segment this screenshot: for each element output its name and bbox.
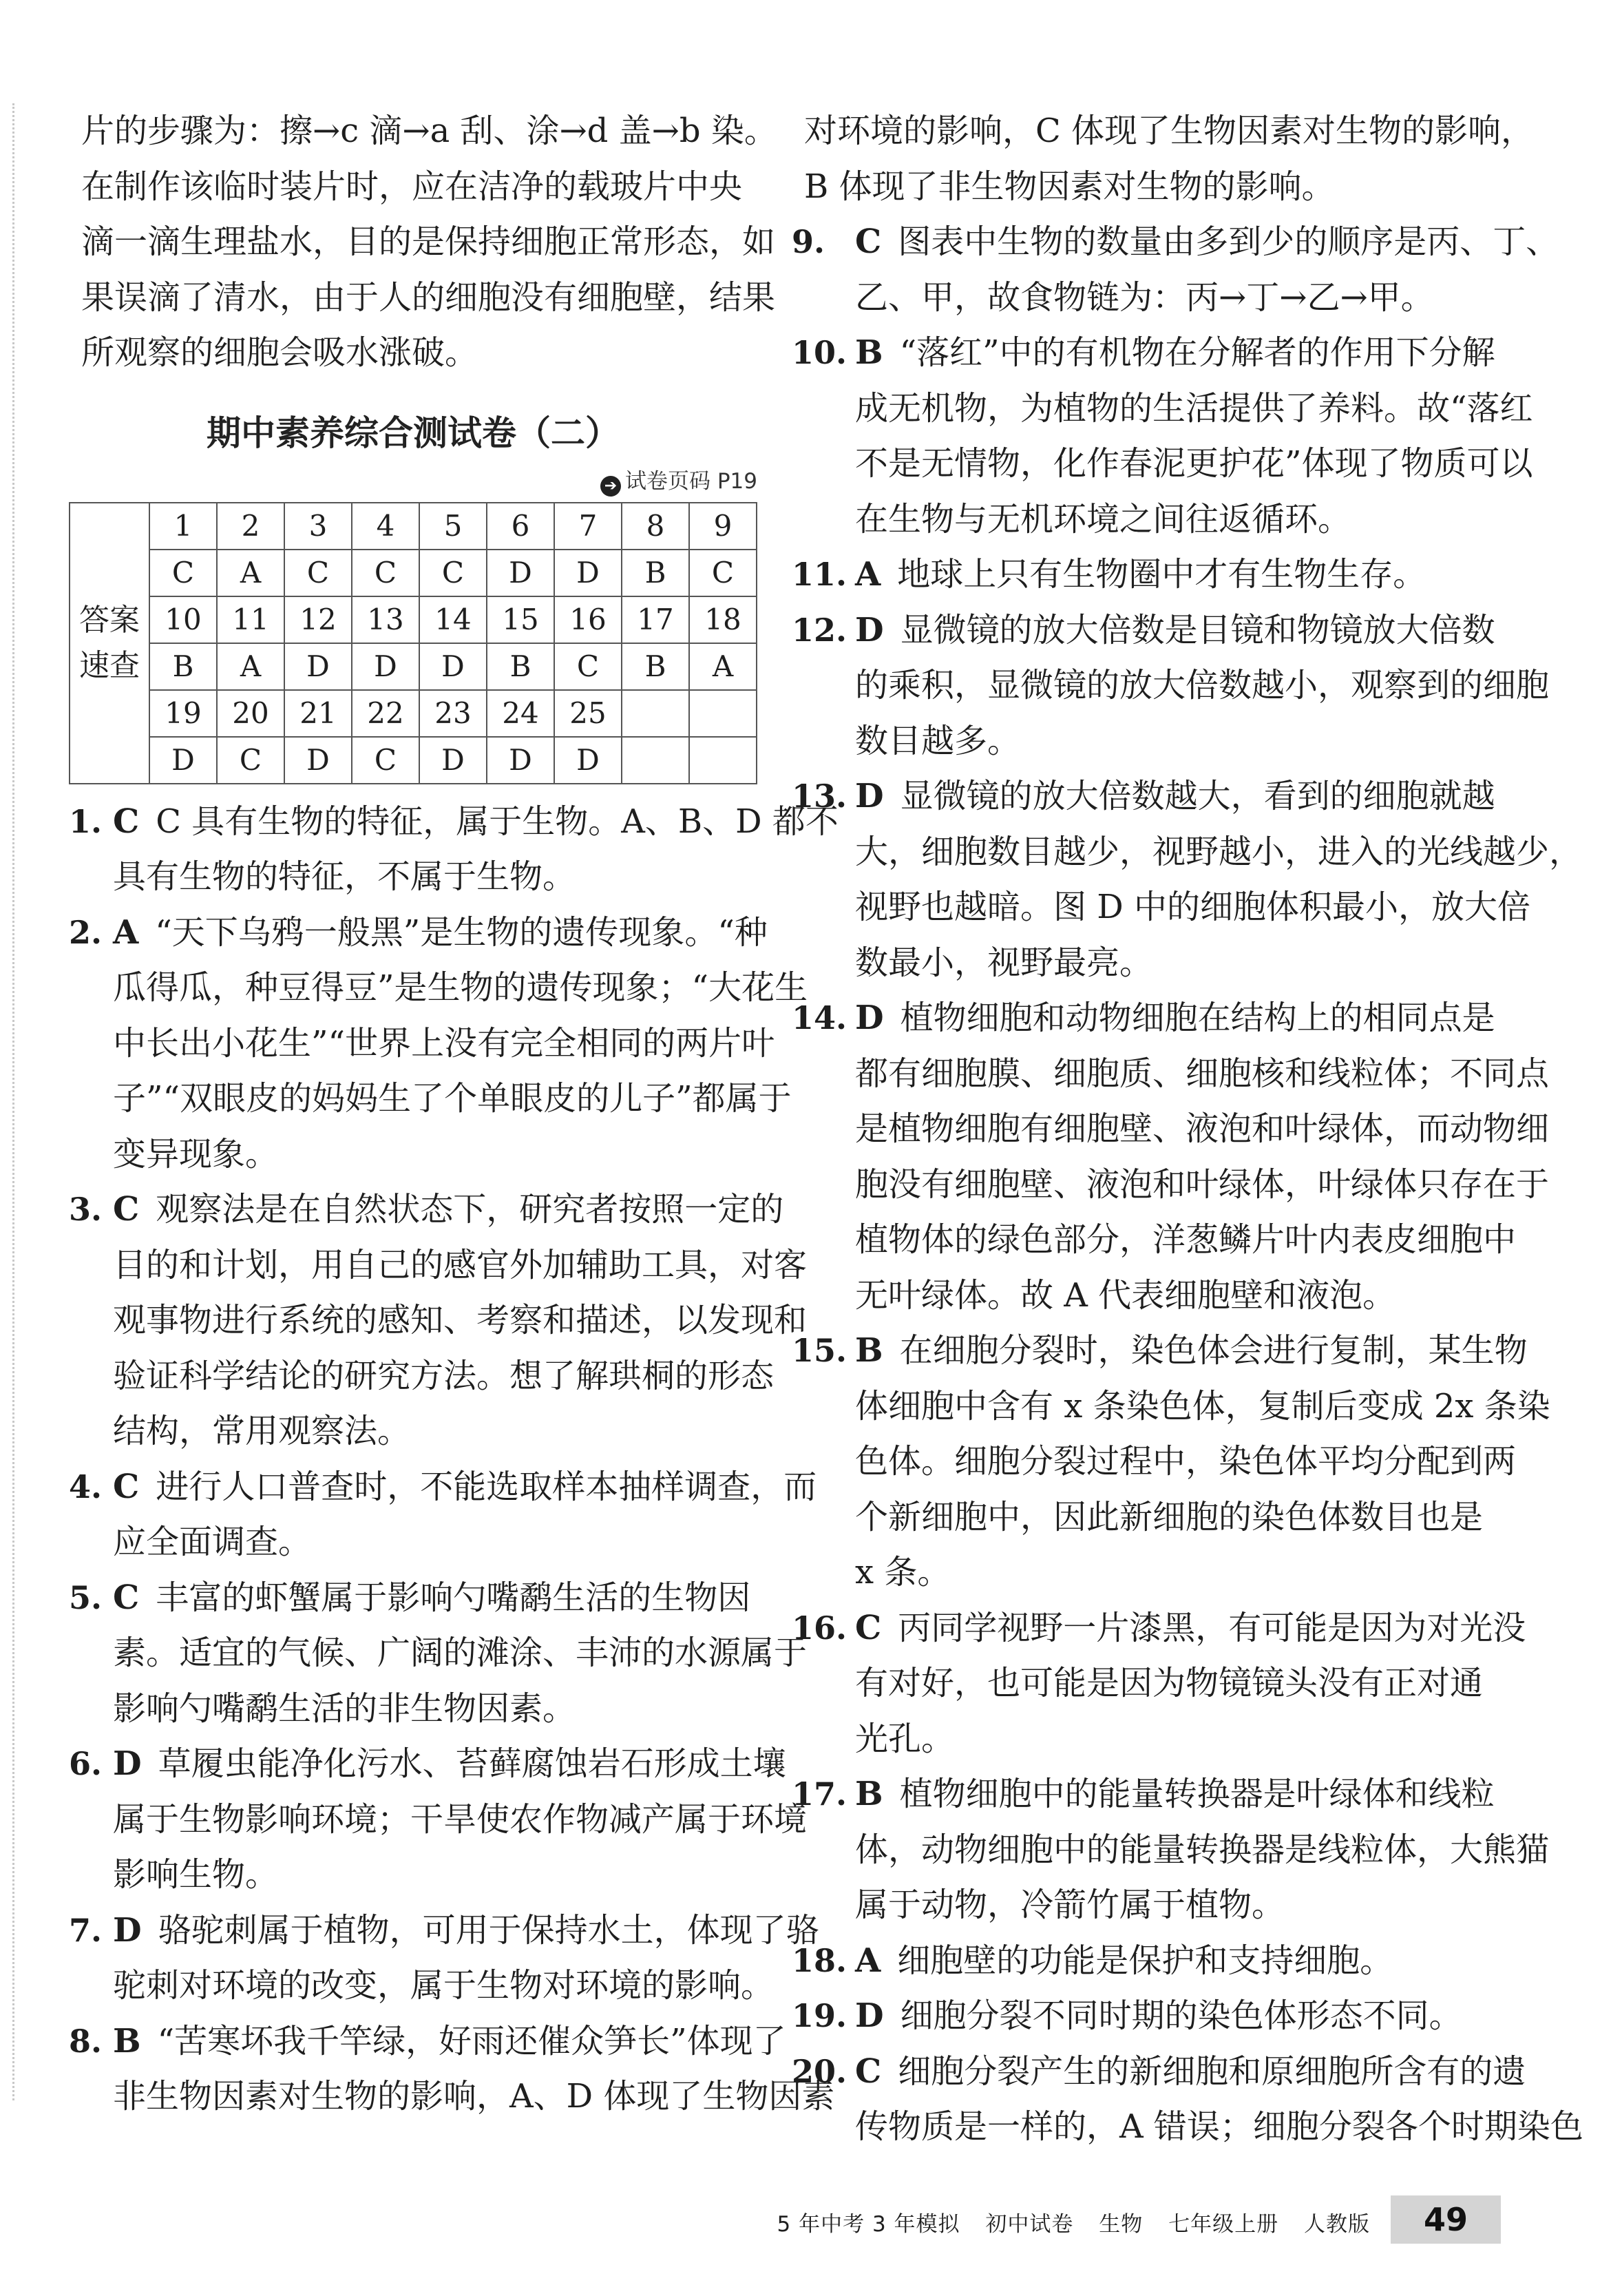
- question-number-cell: 12: [284, 596, 352, 643]
- question-number-cell: 25: [554, 690, 622, 737]
- question-number-cell: 23: [419, 690, 487, 737]
- answer-text-line: [855, 879, 1531, 935]
- answer-item: [792, 2044, 1583, 2155]
- explanation-text: 观察法是在自然状态下，研究者按照一定的: [156, 1190, 784, 1229]
- answer-letter: B: [855, 1775, 883, 1813]
- question-number-cell: 11: [217, 596, 284, 643]
- answer-number: 3.: [69, 1191, 103, 1228]
- answer-item: [792, 1323, 1550, 1600]
- answer-letter-cell: B: [487, 643, 554, 690]
- question-number-cell: 2: [217, 503, 284, 550]
- answer-text-line: [113, 1514, 757, 1570]
- explanation-text: 应全面调查。: [113, 1523, 312, 1561]
- explanation-text: 驼刺对环境的改变，属于生物对环境的影响。: [113, 1966, 775, 2005]
- left-column: [69, 103, 839, 2125]
- answer-text-line: [855, 270, 1521, 326]
- right-column: [792, 103, 1583, 2155]
- answer-number: 17.: [792, 1775, 847, 1813]
- answer-number: 14.: [792, 999, 847, 1036]
- answer-letter-cell: D: [284, 643, 352, 690]
- explanation-text: 在细胞分裂时，染色体会进行复制，某生物: [899, 1331, 1528, 1370]
- answer-text-line: [113, 849, 757, 905]
- answer-text-line: [113, 1681, 757, 1737]
- answer-letter-cell: C: [352, 550, 419, 596]
- answer-text-line: [113, 1625, 808, 1681]
- answer-text-line: [855, 1877, 1521, 1933]
- answer-item: [792, 547, 1521, 603]
- explanation-text: 素。适宜的气候、广阔的滩涂、丰沛的水源属于: [113, 1634, 808, 1672]
- explanation-text: 丙同学视野一片漆黑，有可能是因为对光没: [898, 1608, 1526, 1647]
- answer-number: 7.: [69, 1911, 103, 1949]
- explanation-text: 子”“双眼皮的妈妈生了个单眼皮的儿子”都属于: [113, 1079, 792, 1118]
- question-number-cell: 22: [352, 690, 419, 737]
- explanation-text: 影响生物。: [113, 1855, 279, 1894]
- answer-letter: D: [113, 1910, 142, 1950]
- explanation-text: 有对好，也可能是因为物镜镜头没有正对通: [855, 1664, 1484, 1702]
- answer-text-line: [113, 1293, 808, 1348]
- explanation-text: 瓜得瓜，种豆得豆”是生物的遗传现象；“大花生: [113, 968, 808, 1007]
- footer-book-info: [759, 2206, 1370, 2237]
- answer-letter-cell: C: [284, 550, 352, 596]
- explanation-text: 视野也越暗。图 D 中的细胞体积最小，放大倍: [855, 888, 1531, 926]
- question-number-cell: 20: [217, 690, 284, 737]
- explanation-text: 成无机物，为植物的生活提供了养料。故“落红: [855, 388, 1533, 428]
- answer-text-line: [113, 1792, 808, 1848]
- answer-text-line: [113, 1459, 817, 1515]
- answer-item: [69, 1459, 817, 1570]
- answer-text-line: [855, 492, 1521, 547]
- answer-text-line: [855, 381, 1533, 437]
- explanation-text: 色体。细胞分裂过程中，染色体平均分配到两: [855, 1442, 1517, 1481]
- question-number-cell: 21: [284, 690, 352, 737]
- answer-letter-cell: A: [217, 643, 284, 690]
- answer-text-line: [855, 1434, 1521, 1490]
- answer-letter: C: [855, 1608, 882, 1647]
- explanation-text: 无叶绿体。故 A 代表细胞壁和液泡。: [855, 1275, 1396, 1315]
- answer-text-line: [855, 1046, 1550, 1102]
- answer-text-line: [855, 1323, 1528, 1379]
- answer-letter-cell: C: [352, 737, 419, 784]
- page-reference-text: 试卷页码 P19: [625, 468, 757, 494]
- explanation-text: 目的和计划，用自己的感官外加辅助工具，对客: [113, 1245, 808, 1284]
- question-number-cell: 15: [487, 596, 554, 643]
- explanation-text: 的乘积，显微镜的放大倍数越小，观察到的细胞: [855, 666, 1550, 705]
- answer-letter: D: [113, 1744, 142, 1783]
- explanation-text: 具有生物的特征，不属于生物。: [113, 857, 576, 896]
- answer-text-line: [113, 905, 768, 961]
- question-number-cell: 3: [284, 503, 352, 550]
- answer-letter-cell: C: [554, 643, 622, 690]
- explanation-text: 细胞分裂产生的新细胞和原细胞所含有的遗: [898, 2052, 1526, 2091]
- explanation-text: 图表中生物的数量由多到少的顺序是丙、丁、: [898, 222, 1559, 261]
- answer-number: 10.: [792, 334, 847, 371]
- question-number-cell: 6: [487, 503, 554, 550]
- continuation-line: B 体现了非生物因素对生物的影响。: [804, 167, 1335, 206]
- question-number-cell: 17: [622, 596, 689, 643]
- answer-letter: B: [113, 2021, 141, 2060]
- answer-text-line: [855, 436, 1533, 492]
- explanation-text: 胞没有细胞壁、液泡和叶绿体，叶绿体只存在于: [855, 1165, 1550, 1204]
- explanation-text: 丰富的虾蟹属于影响勺嘴鹬生活的生物因: [156, 1578, 751, 1617]
- answer-item: [69, 794, 839, 905]
- answer-number: 11.: [792, 556, 847, 593]
- answer-letter-cell: D: [284, 737, 352, 784]
- answer-number: 2.: [69, 913, 103, 951]
- answer-number: 20.: [792, 2052, 847, 2090]
- answer-text-line: [113, 794, 839, 850]
- explanation-text: x 条。: [855, 1553, 951, 1591]
- answer-letter-cell: D: [419, 737, 487, 784]
- answer-letter-cell: A: [217, 550, 284, 596]
- answer-text-line: [113, 2069, 835, 2125]
- answer-number: 15.: [792, 1332, 847, 1369]
- answer-number: 1.: [69, 802, 103, 840]
- explanation-text: 光孔。: [855, 1719, 955, 1758]
- continuation-line: 片的步骤为：擦→c 滴→a 刮、涂→d 盖→b 染。: [81, 112, 777, 150]
- footer-edition: 人教版: [1304, 2212, 1370, 2237]
- answer-text-line: [113, 1847, 757, 1903]
- answer-letter-cell: [689, 737, 757, 784]
- answer-letter: D: [855, 1996, 884, 2035]
- answer-item: [792, 1766, 1550, 1933]
- answer-item: [792, 769, 1583, 990]
- answer-number: 13.: [792, 777, 847, 815]
- question-number-cell: 24: [487, 690, 554, 737]
- answer-number: 6.: [69, 1745, 103, 1782]
- answer-letter-row: [70, 550, 757, 596]
- answer-text-line: [855, 1933, 1521, 1989]
- question-number-cell: 13: [352, 596, 419, 643]
- question-number-cell: 19: [149, 690, 217, 737]
- answer-text-line: [855, 1766, 1521, 1822]
- footer-type: 初中试卷: [985, 2212, 1074, 2237]
- answer-letter-cell: C: [149, 550, 217, 596]
- explanation-text: 中长出小花生”“世界上没有完全相同的两片叶: [113, 1023, 775, 1063]
- answer-text-line: [113, 1071, 792, 1127]
- answer-item: [69, 905, 808, 1182]
- explanation-text: 骆驼刺属于植物，可用于保持水土，体现了骆: [158, 1910, 819, 1950]
- answer-item: [69, 1182, 808, 1459]
- binding-dotted-line: [12, 103, 14, 2100]
- answer-text-line: [113, 1348, 775, 1404]
- answer-text-line: [855, 325, 1521, 381]
- answer-letter-cell: D: [554, 737, 622, 784]
- answer-letter: A: [855, 555, 881, 594]
- answer-letter-cell: C: [217, 737, 284, 784]
- explanation-text: 属于动物，冷箭竹属于植物。: [855, 1886, 1285, 1924]
- answer-letter-cell: D: [352, 643, 419, 690]
- explanation-text: “落红”中的有机物在分解者的作用下分解: [899, 333, 1495, 372]
- answer-letter-cell: C: [419, 550, 487, 596]
- answer-text-line: [855, 214, 1559, 270]
- question-number-cell: 14: [419, 596, 487, 643]
- explanation-text: 属于生物影响环境；干旱使农作物减产属于环境: [113, 1799, 808, 1839]
- section-title: 期中素养综合测试卷（二）: [207, 413, 620, 453]
- answer-item: [792, 990, 1550, 1323]
- explanation-text: 数最小，视野最亮。: [855, 943, 1153, 982]
- arrow-right-circle-icon: ➔: [600, 476, 621, 497]
- answer-text-line: [113, 1570, 757, 1626]
- answer-letter: C: [113, 802, 140, 841]
- answer-letter: D: [855, 610, 884, 649]
- answer-number: 8.: [69, 2022, 103, 2060]
- answer-text-line: [855, 1212, 1521, 1268]
- answer-text-line: [113, 1182, 784, 1238]
- answer-text-line: [855, 1656, 1521, 1711]
- answer-number: 19.: [792, 1997, 847, 2034]
- answer-text-line: [113, 960, 808, 1016]
- answer-letter-cell: [622, 737, 689, 784]
- answer-text-line: [855, 2099, 1583, 2155]
- answer-text-line: [855, 603, 1521, 658]
- answer-letter-cell: D: [554, 550, 622, 596]
- answer-letter-cell: B: [622, 550, 689, 596]
- question-number-row: [70, 503, 757, 550]
- answer-letter-row: [70, 737, 757, 784]
- answer-letter-cell: B: [149, 643, 217, 690]
- explanation-text: 草履虫能净化污水、苔藓腐蚀岩石形成土壤: [158, 1744, 786, 1783]
- question-number-cell: 9: [689, 503, 757, 550]
- answer-text-line: [855, 1600, 1526, 1656]
- answer-letter-cell: B: [622, 643, 689, 690]
- answer-number: 4.: [69, 1468, 103, 1505]
- explanation-text: 地球上只有生物圈中才有生物生存。: [897, 555, 1426, 594]
- question-number-cell: 8: [622, 503, 689, 550]
- explanation-text: 结构，常用观察法。: [113, 1412, 411, 1450]
- explanation-text: 个新细胞中，因此新细胞的染色体数目也是: [855, 1497, 1484, 1536]
- answer-item: [792, 1933, 1521, 1989]
- answer-number: 18.: [792, 1941, 847, 1979]
- page-footer: [757, 2190, 1515, 2249]
- answer-text-line: [855, 1711, 1521, 1767]
- answer-letter: B: [855, 333, 883, 372]
- explanation-text: 细胞分裂不同时期的染色体形态不同。: [900, 1996, 1462, 2035]
- answer-number: 5.: [69, 1578, 103, 1616]
- explanation-text: 不是无情物，化作春泥更护花”体现了物质可以: [855, 444, 1533, 483]
- explanation-text: 变异现象。: [113, 1134, 279, 1173]
- answer-number: 12.: [792, 611, 847, 649]
- question-number-cell: 1: [149, 503, 217, 550]
- answer-item: [69, 1570, 808, 1737]
- answer-letter: B: [855, 1331, 883, 1370]
- answer-letter-cell: D: [419, 643, 487, 690]
- answer-text-line: [113, 1903, 819, 1959]
- question-number-cell: 18: [689, 596, 757, 643]
- answer-item: [792, 325, 1533, 547]
- explanation-text: 进行人口普查时，不能选取样本抽样调查，而: [156, 1467, 817, 1506]
- explanation-text: 乙、甲，故食物链为：丙→丁→乙→甲。: [855, 278, 1434, 317]
- question-number-cell: 4: [352, 503, 419, 550]
- answer-text-line: [855, 713, 1521, 769]
- answer-letter: C: [113, 1467, 140, 1506]
- answer-text-line: [855, 1490, 1521, 1545]
- answer-text-line: [113, 1016, 775, 1072]
- answer-text-line: [855, 1988, 1521, 2044]
- answer-item: [792, 1988, 1521, 2044]
- answer-text-line: [855, 824, 1583, 880]
- continuation-line: 对环境的影响，C 体现了生物因素对生物的影响，: [804, 112, 1534, 150]
- answer-letter-cell: D: [487, 737, 554, 784]
- page-number: 49: [1391, 2195, 1501, 2244]
- answer-item: [792, 214, 1559, 325]
- explanation-text: 显微镜的放大倍数越大，看到的细胞就越: [900, 777, 1495, 815]
- answer-letter-cell: A: [689, 643, 757, 690]
- right-top-continuation: [792, 103, 1534, 214]
- explanation-text: “苦寒坏我千竿绿，好雨还催众笋长”体现了: [157, 2021, 786, 2060]
- answer-text-line: [855, 990, 1521, 1046]
- answer-text-line: [113, 1127, 757, 1182]
- explanation-text: C 具有生物的特征，属于生物。A、B、D 都不: [156, 802, 839, 841]
- answer-number: 9.: [792, 223, 825, 260]
- continuation-line: 滴一滴生理盐水，目的是保持细胞正常形态，如: [81, 222, 776, 261]
- answer-letter-cell: C: [689, 550, 757, 596]
- answer-text-line: [855, 1379, 1550, 1434]
- answer-text-line: [113, 1238, 808, 1293]
- explanation-text: 非生物因素对生物的影响，A、D 体现了生物因素: [113, 2077, 835, 2116]
- answer-text-line: [855, 935, 1521, 991]
- explanation-text: 显微镜的放大倍数是目镜和物镜放大倍数: [900, 610, 1495, 649]
- answer-item: [792, 603, 1550, 769]
- answer-letter: C: [855, 2052, 882, 2091]
- answer-text-line: [855, 1101, 1550, 1157]
- answer-text-line: [113, 2014, 786, 2069]
- question-number-cell: 10: [149, 596, 217, 643]
- explanation-text: 数目越多。: [855, 721, 1021, 760]
- answer-text-line: [855, 547, 1521, 603]
- question-number-cell: [622, 690, 689, 737]
- answer-text-line: [855, 1157, 1550, 1213]
- answer-letter: C: [113, 1190, 140, 1229]
- explanation-text: 细胞壁的功能是保护和支持细胞。: [897, 1941, 1393, 1980]
- answer-text-line: [855, 1822, 1550, 1878]
- answer-item: [69, 1903, 819, 2014]
- continuation-line: 在制作该临时装片时，应在洁净的载玻片中央: [81, 167, 743, 206]
- answer-letter: D: [855, 999, 884, 1037]
- answer-letter: C: [113, 1578, 140, 1617]
- footer-grade: 七年级上册: [1168, 2212, 1279, 2237]
- explanation-text: 植物细胞和动物细胞在结构上的相同点是: [900, 999, 1495, 1037]
- answer-quick-check-table: [69, 502, 757, 784]
- explanation-text: 影响勺嘴鹬生活的非生物因素。: [113, 1689, 576, 1728]
- answer-item: [792, 1600, 1526, 1767]
- answer-letter: A: [855, 1941, 881, 1980]
- right-answer-list: [792, 214, 1583, 2155]
- explanation-text: 是植物细胞有细胞壁、液泡和叶绿体，而动物细: [855, 1109, 1550, 1148]
- question-number-row: [70, 690, 757, 737]
- answer-item: [69, 1736, 808, 1903]
- answer-text-line: [855, 658, 1550, 713]
- answer-text-line: [855, 769, 1521, 824]
- answer-letter: A: [113, 912, 139, 952]
- explanation-text: 传物质是一样的，A 错误；细胞分裂各个时期染色: [855, 2107, 1583, 2146]
- answer-text-line: [113, 1403, 757, 1459]
- answer-text-line: [855, 1268, 1521, 1324]
- table-header-label: 答案速查: [70, 503, 149, 784]
- answer-letter: C: [855, 222, 882, 261]
- explanation-text: 植物体的绿色部分，洋葱鳞片叶内表皮细胞中: [855, 1220, 1517, 1259]
- answer-text-line: [113, 1736, 786, 1792]
- answer-letter-row: [70, 643, 757, 690]
- explanation-text: 验证科学结论的研究方法。想了解珙桐的形态: [113, 1356, 775, 1395]
- footer-subject: 生物: [1099, 2212, 1144, 2237]
- question-number-cell: 7: [554, 503, 622, 550]
- left-top-continuation: [69, 103, 777, 381]
- answer-text-line: [113, 1958, 775, 2014]
- explanation-text: 植物细胞中的能量转换器是叶绿体和线粒: [899, 1775, 1495, 1813]
- answer-letter: D: [855, 777, 884, 815]
- continuation-line: 所观察的细胞会吸水涨破。: [81, 333, 478, 372]
- page-reference: [69, 461, 757, 502]
- explanation-text: “天下乌鸦一般黑”是生物的遗传现象。“种: [155, 912, 768, 952]
- answer-letter-cell: D: [487, 550, 554, 596]
- question-number-cell: [689, 690, 757, 737]
- answer-number: 16.: [792, 1609, 847, 1647]
- explanation-text: 观事物进行系统的感知、考察和描述，以发现和: [113, 1301, 808, 1339]
- question-number-cell: 16: [554, 596, 622, 643]
- answer-text-line: [855, 1545, 1521, 1600]
- explanation-text: 体，动物细胞中的能量转换器是线粒体，大熊猫: [855, 1830, 1550, 1869]
- explanation-text: 体细胞中含有 x 条染色体，复制后变成 2x 条染: [855, 1386, 1550, 1426]
- answer-text-line: [855, 2044, 1526, 2100]
- explanation-text: 大，细胞数目越少，视野越小，进入的光线越少，: [855, 832, 1583, 871]
- explanation-text: 在生物与无机环境之间往返循环。: [855, 499, 1351, 539]
- footer-series: 5 年中考 3 年模拟: [777, 2212, 960, 2237]
- question-number-row: [70, 596, 757, 643]
- answer-letter-cell: D: [149, 737, 217, 784]
- question-number-cell: 5: [419, 503, 487, 550]
- explanation-text: 都有细胞膜、细胞质、细胞核和线粒体；不同点: [855, 1054, 1550, 1093]
- continuation-line: 果误滴了清水，由于人的细胞没有细胞壁，结果: [81, 278, 776, 317]
